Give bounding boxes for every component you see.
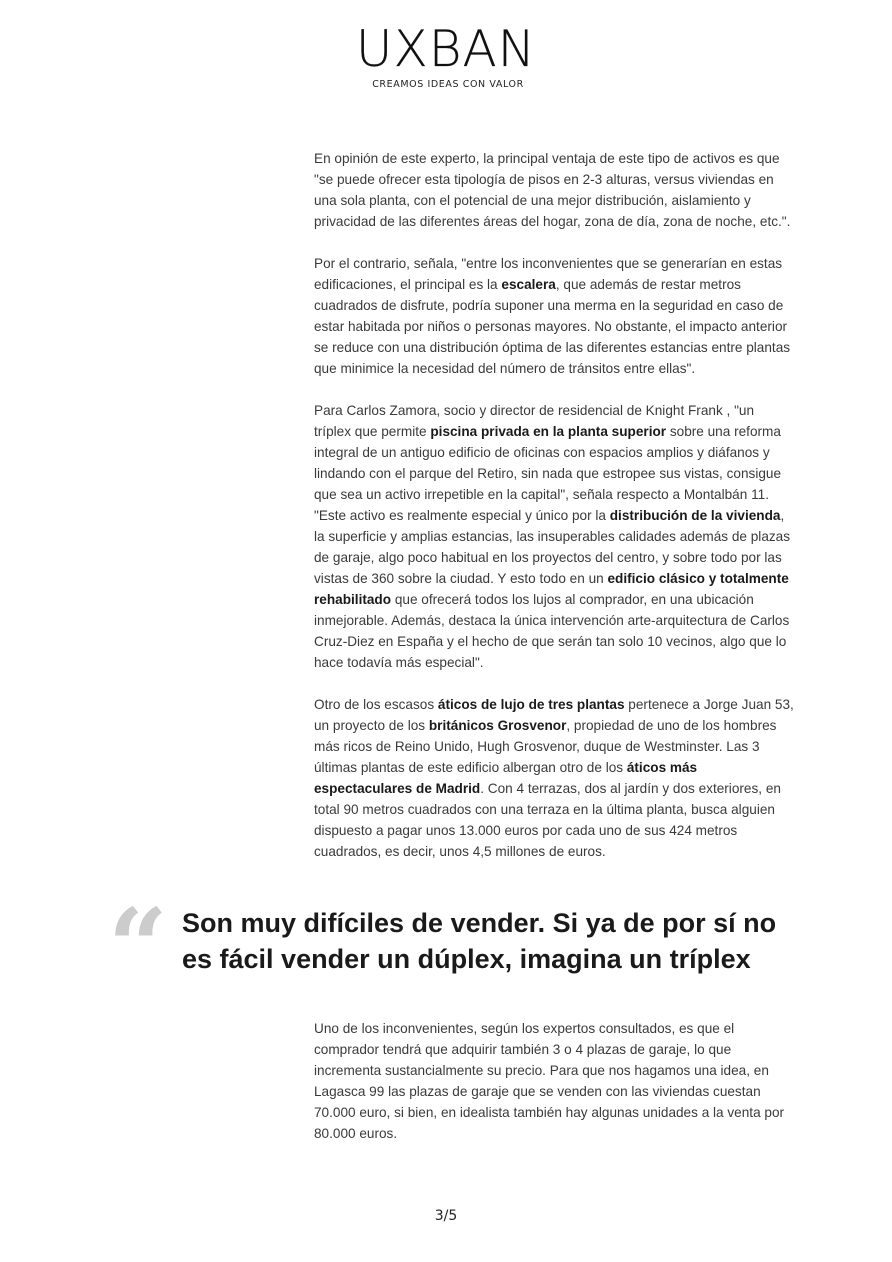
text-run: Para Carlos Zamora, socio y director de residencial de Knight Frank , "un tríplex que permite xyxy=(314,403,755,439)
quote-mark-icon: “ xyxy=(108,885,168,1008)
text-run: , la superficie y amplias estancias, las insuperables calidades además de plazas de garaje, algo poco habitual en los proyectos del centro, y sobre todo por las vistas de 360 sobre la ciudad. Y esto todo en un xyxy=(314,508,791,586)
bold-text: escalera xyxy=(501,277,556,292)
paragraph-drawbacks xyxy=(314,253,794,379)
text-run: Uno de los inconvenientes, según los expertos consultados, es que el comprador tendrá que adquirir también 3 o 4 plazas de garaje, lo que incrementa sustancialmente su precio. Para que nos hagamos una idea, en Lagasca 99 las plazas de garaje que se venden con las viviendas cuestan 70.000 euro, si bien, en idealista también hay algunas unidades a la venta por 80.000 euros. xyxy=(314,1021,785,1141)
bold-text: británicos Grosvenor xyxy=(428,718,567,733)
paragraph-carlos-zamora xyxy=(314,400,794,673)
bold-text: distribución de la vivienda xyxy=(609,508,781,523)
brand-logo xyxy=(0,22,892,90)
text-run: pertenece a Jorge Juan 53, un proyecto de los xyxy=(314,697,794,733)
bold-text: piscina privada en la planta superior xyxy=(430,424,667,439)
pull-quote: Son muy difíciles de vender. Si ya de por sí no es fácil vender un dúplex, imagina un tríplex xyxy=(182,908,777,974)
text-run: sobre una reforma integral de un antiguo edificio de oficinas con espacios amplios y diáfanos y lindando con el parque del Retiro, sin nada que estropee sus vistas, consigue que sea un activo irrepetible en la capital", señala respecto a Montalbán 11. "Este activo es realmente especial y único por la xyxy=(314,424,782,523)
bold-text: áticos más espectaculares de Madrid xyxy=(314,760,698,796)
logo-wordmark: UXBAN xyxy=(355,20,537,78)
text-run: Por el contrario, señala, "entre los inconvenientes que se generarían en estas edificaciones, el principal es la xyxy=(314,256,783,292)
text-run: , que además de restar metros cuadrados de disfrute, podría suponer una merma en la seguridad en caso de estar habitada por niños o personas mayores. No obstante, el impacto anterior se reduce con una distribución óptima de las diferentes estancias entre plantas que minimice la necesidad del número de tránsitos entre ellas". xyxy=(314,277,791,376)
paragraph-advantage xyxy=(314,148,794,232)
bold-text: áticos de lujo de tres plantas xyxy=(437,697,625,712)
text-run: que ofrecerá todos los lujos al comprador, en una ubicación inmejorable. Además, destaca la única intervención arte-arquitectura de Carlos Cruz-Diez en España y el hecho de que serán tan solo 10 vecinos, algo que lo hace todavía más especial". xyxy=(314,592,790,670)
bold-text: edificio clásico y totalmente rehabilitado xyxy=(314,571,789,607)
article-body xyxy=(314,148,794,883)
text-run: Otro de los escasos xyxy=(314,697,438,712)
text-run: En opinión de este experto, la principal ventaja de este tipo de activos es que "se puede ofrecer esta tipología de pisos en 2-3 alturas, versus viviendas en una sola planta, con el potencial de una mejor distribución, aislamiento y privacidad de las diferentes áreas del hogar, zona de día, zona de noche, etc.". xyxy=(314,151,791,229)
text-run: , propiedad de uno de los hombres más ricos de Reino Unido, Hugh Grosvenor, duque de Westminster. Las 3 últimas plantas de este edificio albergan otro de los xyxy=(314,718,777,775)
article-body-continued xyxy=(314,1018,794,1165)
text-run: . Con 4 terrazas, dos al jardín y dos exteriores, en total 90 metros cuadrados con una terraza en la última planta, busca alguien dispuesto a pagar unos 13.000 euros por cada uno de sus 424 metros cuadrados, es decir, unos 4,5 millones de euros. xyxy=(314,781,781,859)
paragraph-jorge-juan xyxy=(314,694,794,862)
logo-tagline: CREAMOS IDEAS CON VALOR xyxy=(372,79,524,90)
page-number: 3/5 xyxy=(434,1208,458,1224)
paragraph-garage xyxy=(314,1018,794,1144)
